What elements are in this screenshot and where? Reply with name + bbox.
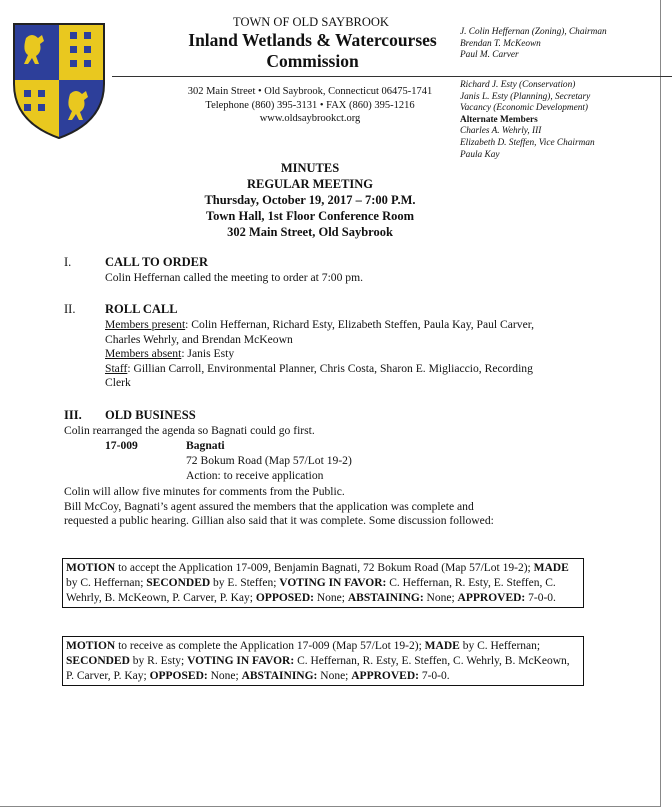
motion-text: to accept the Application 17-009, Benjamin Bagnati, 72 Bokum Road (Map 57/Lot 19-2); — [115, 562, 534, 574]
present-list: : Colin Heffernan, Richard Esty, Elizabeth Steffen, Paula Kay, Paul Carver, — [185, 318, 535, 331]
discussion-p1: Colin will allow five minutes for comments from the Public. — [64, 485, 345, 498]
member: Janis L. Esty (Planning), Secretary — [460, 91, 591, 102]
meeting-date: Thursday, October 19, 2017 – 7:00 P.M. — [204, 193, 416, 207]
present-label: Members present — [105, 318, 186, 331]
motion-text: by C. Heffernan; — [66, 576, 147, 589]
header-divider — [112, 76, 672, 77]
member: Paula Kay — [460, 149, 500, 160]
motion-keyword: MOTION — [66, 640, 116, 652]
section-title: OLD BUSINESS — [105, 408, 196, 422]
motion-text: None; — [423, 591, 458, 604]
section-number: I. — [64, 255, 72, 269]
members-list-bottom — [460, 80, 595, 161]
discussion — [64, 485, 594, 529]
member: Brendan T. McKeown — [460, 38, 541, 49]
absent-label: Members absent — [105, 347, 182, 360]
approved-keyword: APPROVED: — [457, 591, 526, 604]
present-list-cont: Charles Wehrly, and Brendan McKeown — [105, 332, 293, 346]
opposed-keyword: OPPOSED: — [255, 591, 314, 604]
section-title: ROLL CALL — [105, 302, 178, 316]
member: Richard J. Esty (Conservation) — [460, 80, 576, 90]
member: Paul M. Carver — [460, 50, 519, 61]
phone-fax: Telephone (860) 395-3131 • FAX (860) 395-1216 — [205, 99, 415, 111]
discussion-p2: Bill McCoy, Bagnati’s agent assured the members that the application was complete and — [64, 499, 474, 513]
application-number: 17-009 — [105, 439, 138, 452]
application-action: Action: to receive application — [186, 469, 324, 482]
member: Charles A. Wehrly, III — [460, 126, 542, 137]
staff-list: : Gillian Carroll, Environmental Planner, Chris Costa, Sharon E. Migliaccio, Recording — [127, 361, 533, 375]
motion-text: None; — [207, 669, 242, 682]
motion-box-2 — [62, 636, 584, 686]
commission-name — [150, 30, 475, 72]
voting-keyword: VOTING IN FAVOR: — [279, 576, 387, 589]
section-number: III. — [64, 408, 82, 422]
minutes-heading: MINUTES — [280, 161, 340, 175]
motion-box-1 — [62, 558, 584, 608]
commission-line2: Commission — [266, 51, 359, 71]
motion-text: C. Heffernan, R. Esty, E. Steffen, C. Wehrly, B. McKeown, P. Carver, P. Kay; — [66, 654, 570, 682]
motion-keyword: MOTION — [66, 562, 116, 574]
abstaining-keyword: ABSTAINING: — [347, 591, 424, 604]
absent-list: : Janis Esty — [181, 347, 235, 360]
motion-text: 7-0-0. — [418, 669, 450, 682]
voting-keyword: VOTING IN FAVOR: — [187, 654, 295, 667]
application-address: 72 Bokum Road (Map 57/Lot 19-2) — [186, 454, 352, 467]
website: www.oldsaybrookct.org — [259, 113, 361, 124]
motion-text: None; — [313, 591, 348, 604]
meeting-street: 302 Main Street, Old Saybrook — [227, 225, 393, 239]
approved-keyword: APPROVED: — [351, 669, 419, 682]
address: 302 Main Street • Old Saybrook, Connecticut 06475-1741 — [187, 86, 433, 97]
made-keyword: MADE — [424, 640, 460, 652]
motion-text: by R. Esty; — [129, 654, 188, 667]
town-name: TOWN OF OLD SAYBROOK — [233, 15, 389, 29]
members-list-top — [460, 27, 607, 62]
motion-text: by C. Heffernan; — [459, 640, 541, 652]
opposed-keyword: OPPOSED: — [149, 669, 208, 682]
town-seal — [12, 22, 106, 140]
meeting-location: Town Hall, 1st Floor Conference Room — [205, 209, 415, 223]
call-to-order-text: Colin Heffernan called the meeting to order at 7:00 pm. — [105, 271, 363, 284]
motion-text: by E. Steffen; — [210, 576, 280, 589]
member: Elizabeth D. Steffen, Vice Chairman — [460, 137, 595, 148]
member: Vacancy (Economic Development) — [460, 103, 589, 114]
member: J. Colin Heffernan (Zoning), Chairman — [460, 27, 607, 37]
commission-line1: Inland Wetlands & Watercourses — [188, 30, 437, 50]
staff-label: Staff — [105, 361, 128, 375]
section-number: II. — [64, 302, 76, 316]
staff-list-cont: Clerk — [105, 376, 131, 389]
motion-text: 7-0-0. — [525, 591, 556, 604]
contact-info — [160, 85, 460, 126]
motion-text: C. Heffernan, R. Esty, E. Steffen, C. Wehrly, B. McKeown, P. Carver, P. Kay; — [66, 576, 556, 604]
made-keyword: MADE — [533, 562, 569, 574]
motion-text: to receive as complete the Application 17-009 (Map 57/Lot 19-2); — [115, 640, 425, 652]
minutes-title-block — [100, 160, 520, 240]
old-business-intro: Colin rearranged the agenda so Bagnati could go first. — [64, 424, 315, 437]
meeting-type: REGULAR MEETING — [246, 177, 374, 191]
application-name: Bagnati — [186, 439, 225, 452]
seconded-keyword: SECONDED — [66, 654, 130, 667]
alternates-label: Alternate Members — [460, 114, 538, 125]
seconded-keyword: SECONDED — [146, 576, 211, 589]
abstaining-keyword: ABSTAINING: — [241, 669, 318, 682]
roll-call — [105, 318, 595, 391]
section-title: CALL TO ORDER — [105, 255, 209, 269]
motion-text: None; — [317, 669, 352, 682]
discussion-p2-cont: requested a public hearing. Gillian also said that it was complete. Some discussion followed: — [64, 514, 494, 527]
